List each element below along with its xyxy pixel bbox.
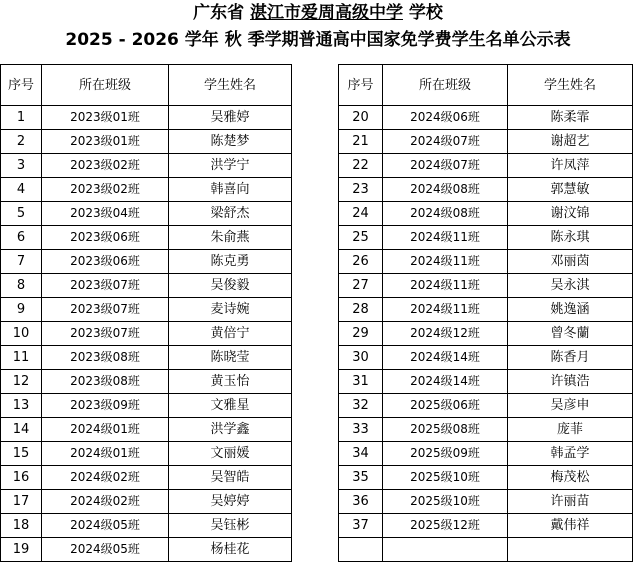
row-name: 梁舒杰 xyxy=(169,202,292,226)
table-row xyxy=(1,442,292,466)
row-class: 2024级11班 xyxy=(383,274,508,298)
row-name: 梅茂松 xyxy=(508,466,633,490)
row-name: 郭慧敏 xyxy=(508,178,633,202)
row-name: 戴伟祥 xyxy=(508,514,633,538)
row-index: 4 xyxy=(1,178,42,202)
row-name: 韩喜向 xyxy=(169,178,292,202)
row-class: 2023级09班 xyxy=(42,394,169,418)
table-row xyxy=(1,514,292,538)
table-row xyxy=(339,226,633,250)
row-class: 2025级06班 xyxy=(383,394,508,418)
row-class: 2024级12班 xyxy=(383,322,508,346)
row-class xyxy=(383,538,508,562)
student-table-right xyxy=(338,64,633,562)
row-name: 邓丽茵 xyxy=(508,250,633,274)
table-row xyxy=(339,346,633,370)
row-index: 7 xyxy=(1,250,42,274)
row-name: 陈柔霏 xyxy=(508,106,633,130)
row-name: 谢超艺 xyxy=(508,130,633,154)
row-class: 2024级08班 xyxy=(383,202,508,226)
row-name: 吴雅婷 xyxy=(169,106,292,130)
row-class: 2023级01班 xyxy=(42,130,169,154)
row-class: 2024级11班 xyxy=(383,250,508,274)
row-index: 3 xyxy=(1,154,42,178)
table-row xyxy=(339,322,633,346)
row-index: 15 xyxy=(1,442,42,466)
row-index: 29 xyxy=(339,322,383,346)
table-row xyxy=(1,466,292,490)
page-subtitle: 2025 - 2026 学年 秋 季学期普通高中国家免学费学生名单公示表 xyxy=(65,30,571,50)
row-class: 2023级04班 xyxy=(42,202,169,226)
row-index: 6 xyxy=(1,226,42,250)
row-name: 文丽媛 xyxy=(169,442,292,466)
row-class: 2024级01班 xyxy=(42,442,169,466)
row-index: 11 xyxy=(1,346,42,370)
row-name: 麦诗婉 xyxy=(169,298,292,322)
page-title xyxy=(0,2,636,24)
table-row xyxy=(339,538,633,562)
table-header-row xyxy=(1,65,292,106)
row-index: 34 xyxy=(339,442,383,466)
table-row xyxy=(339,418,633,442)
row-index: 28 xyxy=(339,298,383,322)
table-row xyxy=(339,274,633,298)
row-index: 21 xyxy=(339,130,383,154)
table-row xyxy=(1,490,292,514)
row-index: 27 xyxy=(339,274,383,298)
row-name: 庞菲 xyxy=(508,418,633,442)
row-class: 2023级02班 xyxy=(42,154,169,178)
row-class: 2023级08班 xyxy=(42,370,169,394)
row-index: 10 xyxy=(1,322,42,346)
row-index: 24 xyxy=(339,202,383,226)
row-class: 2025级09班 xyxy=(383,442,508,466)
table-row xyxy=(339,106,633,130)
row-index: 32 xyxy=(339,394,383,418)
row-class: 2023级06班 xyxy=(42,226,169,250)
row-class: 2024级02班 xyxy=(42,466,169,490)
row-index: 14 xyxy=(1,418,42,442)
table-row xyxy=(1,322,292,346)
row-index: 25 xyxy=(339,226,383,250)
row-name: 吴智皓 xyxy=(169,466,292,490)
header-index: 序号 xyxy=(1,65,42,106)
row-name: 许丽苗 xyxy=(508,490,633,514)
row-name: 许镇浩 xyxy=(508,370,633,394)
row-name: 姚逸涵 xyxy=(508,298,633,322)
row-name: 陈香月 xyxy=(508,346,633,370)
table-row xyxy=(1,178,292,202)
row-name: 文雅星 xyxy=(169,394,292,418)
row-name: 吴婷婷 xyxy=(169,490,292,514)
header-class: 所在班级 xyxy=(383,65,508,106)
row-class: 2024级14班 xyxy=(383,370,508,394)
row-name: 许凤萍 xyxy=(508,154,633,178)
table-row xyxy=(339,250,633,274)
row-name: 陈楚梦 xyxy=(169,130,292,154)
row-index: 12 xyxy=(1,370,42,394)
row-class: 2024级01班 xyxy=(42,418,169,442)
row-class: 2023级07班 xyxy=(42,322,169,346)
row-name: 陈克勇 xyxy=(169,250,292,274)
table-row xyxy=(339,394,633,418)
row-index: 2 xyxy=(1,130,42,154)
row-class: 2024级11班 xyxy=(383,226,508,250)
table-row xyxy=(1,370,292,394)
table-row xyxy=(339,178,633,202)
table-row xyxy=(1,346,292,370)
row-class: 2025级10班 xyxy=(383,490,508,514)
table-row xyxy=(339,490,633,514)
table-row xyxy=(1,202,292,226)
table-row xyxy=(1,154,292,178)
table-row xyxy=(339,514,633,538)
row-name: 洪学鑫 xyxy=(169,418,292,442)
row-name: 谢汶锦 xyxy=(508,202,633,226)
row-index: 19 xyxy=(1,538,42,562)
table-header-row xyxy=(339,65,633,106)
table-row xyxy=(339,298,633,322)
row-class: 2023级07班 xyxy=(42,298,169,322)
table-row xyxy=(339,130,633,154)
title-suffix: 学校 xyxy=(408,3,443,23)
table-row xyxy=(1,274,292,298)
row-index: 23 xyxy=(339,178,383,202)
title-province: 广东省 xyxy=(193,3,245,23)
row-name: 杨桂花 xyxy=(169,538,292,562)
row-class: 2024级14班 xyxy=(383,346,508,370)
row-index: 9 xyxy=(1,298,42,322)
table-row xyxy=(1,130,292,154)
row-class: 2025级12班 xyxy=(383,514,508,538)
table-row xyxy=(339,202,633,226)
table-row xyxy=(339,370,633,394)
row-index: 16 xyxy=(1,466,42,490)
row-class: 2024级06班 xyxy=(383,106,508,130)
row-index xyxy=(339,538,383,562)
table-row xyxy=(1,394,292,418)
row-class: 2024级07班 xyxy=(383,154,508,178)
row-class: 2024级02班 xyxy=(42,490,169,514)
row-index: 37 xyxy=(339,514,383,538)
table-row xyxy=(339,442,633,466)
table-row xyxy=(339,154,633,178)
header-class: 所在班级 xyxy=(42,65,169,106)
row-name: 吴永淇 xyxy=(508,274,633,298)
row-index: 22 xyxy=(339,154,383,178)
row-class: 2023级02班 xyxy=(42,178,169,202)
row-index: 13 xyxy=(1,394,42,418)
row-index: 31 xyxy=(339,370,383,394)
row-class: 2024级11班 xyxy=(383,298,508,322)
table-row xyxy=(339,466,633,490)
row-class: 2023级01班 xyxy=(42,106,169,130)
row-name: 陈永琪 xyxy=(508,226,633,250)
row-index: 35 xyxy=(339,466,383,490)
row-name: 韩孟学 xyxy=(508,442,633,466)
table-row xyxy=(1,298,292,322)
row-name: 吴彦申 xyxy=(508,394,633,418)
row-name: 黄玉怡 xyxy=(169,370,292,394)
table-row xyxy=(1,418,292,442)
header-index: 序号 xyxy=(339,65,383,106)
row-class: 2023级07班 xyxy=(42,274,169,298)
header-name: 学生姓名 xyxy=(508,65,633,106)
row-name: 吴钰彬 xyxy=(169,514,292,538)
student-table-left xyxy=(0,64,292,562)
row-class: 2024级05班 xyxy=(42,514,169,538)
row-index: 30 xyxy=(339,346,383,370)
row-class: 2024级07班 xyxy=(383,130,508,154)
row-class: 2024级05班 xyxy=(42,538,169,562)
row-index: 5 xyxy=(1,202,42,226)
header-name: 学生姓名 xyxy=(169,65,292,106)
row-name: 朱俞燕 xyxy=(169,226,292,250)
row-class: 2025级08班 xyxy=(383,418,508,442)
row-index: 33 xyxy=(339,418,383,442)
row-index: 17 xyxy=(1,490,42,514)
row-name: 黄倍宁 xyxy=(169,322,292,346)
row-class: 2023级06班 xyxy=(42,250,169,274)
row-class: 2025级10班 xyxy=(383,466,508,490)
table-row xyxy=(1,538,292,562)
row-index: 26 xyxy=(339,250,383,274)
row-index: 18 xyxy=(1,514,42,538)
row-name: 曾冬蘭 xyxy=(508,322,633,346)
row-index: 36 xyxy=(339,490,383,514)
table-row xyxy=(1,250,292,274)
row-name: 洪学宁 xyxy=(169,154,292,178)
row-index: 8 xyxy=(1,274,42,298)
title-city-school: 湛江市爱周高级中学 xyxy=(250,3,403,23)
table-row xyxy=(1,226,292,250)
row-index: 20 xyxy=(339,106,383,130)
table-row xyxy=(1,106,292,130)
row-name: 吴俊毅 xyxy=(169,274,292,298)
row-index: 1 xyxy=(1,106,42,130)
row-class: 2023级08班 xyxy=(42,346,169,370)
row-name xyxy=(508,538,633,562)
row-class: 2024级08班 xyxy=(383,178,508,202)
row-name: 陈晓莹 xyxy=(169,346,292,370)
